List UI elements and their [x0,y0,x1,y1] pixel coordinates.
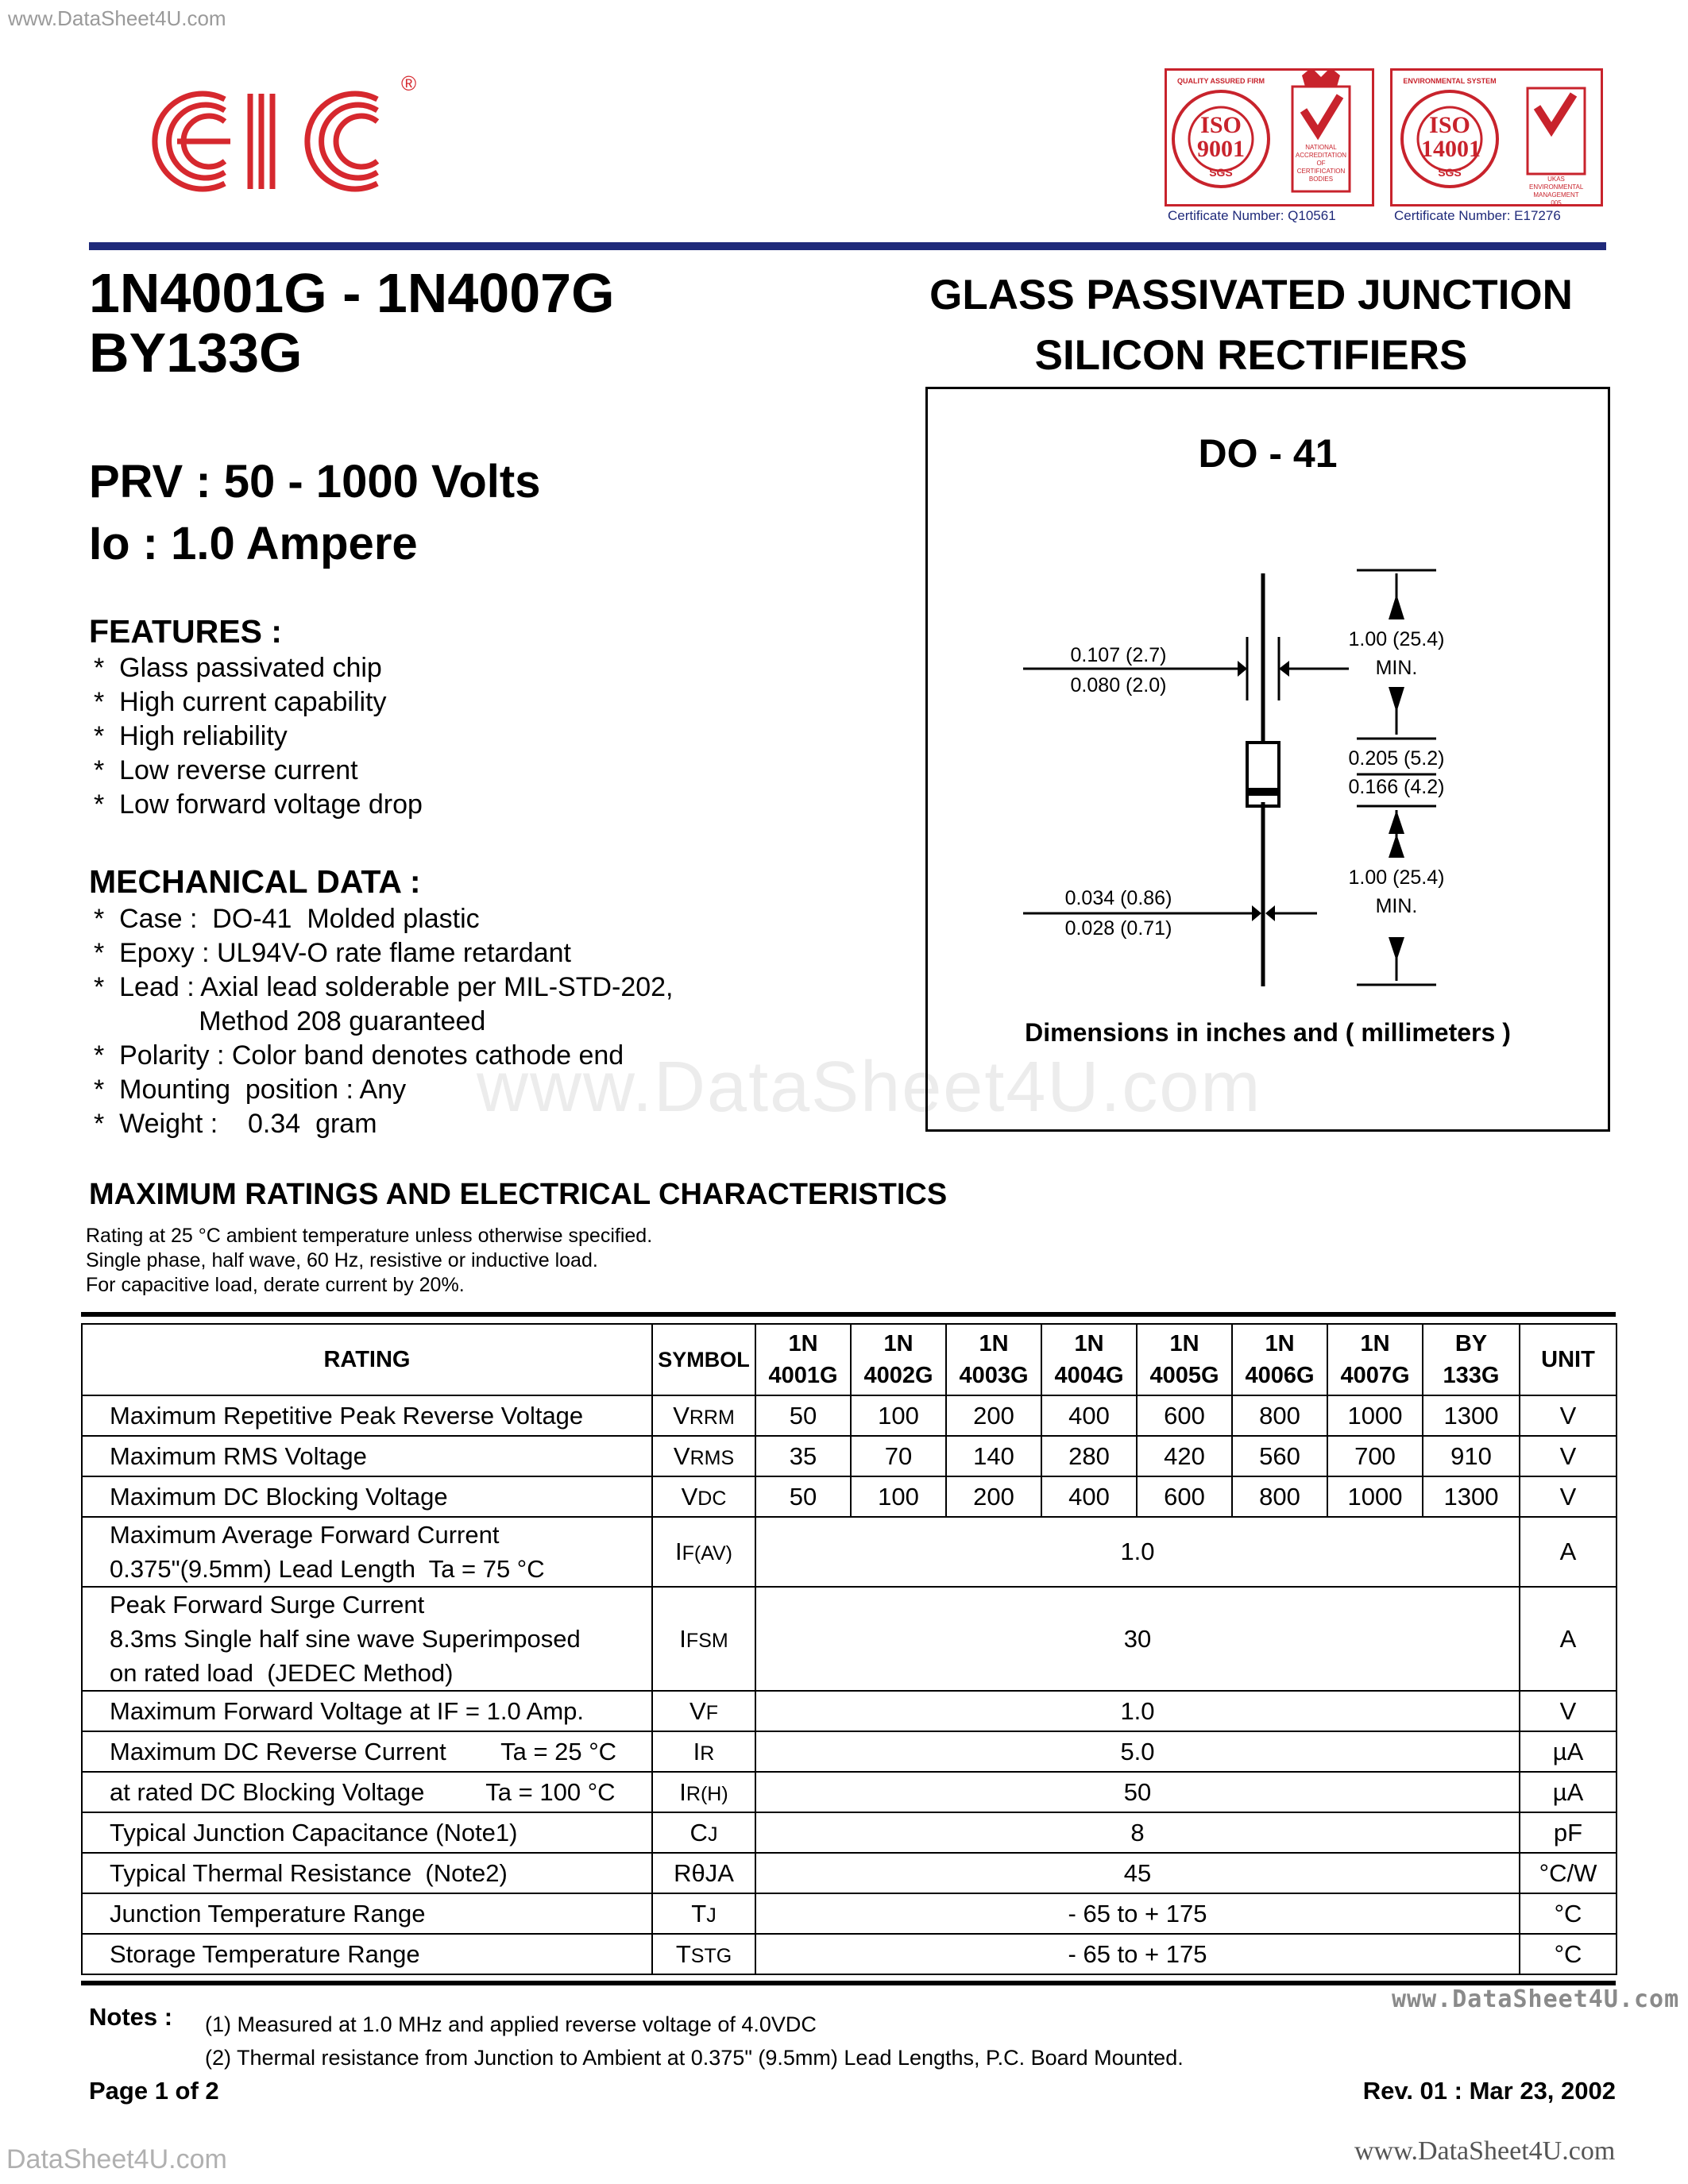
table-row [82,1853,1617,1893]
rating-conditions [86,1224,652,1298]
list-item: * Lead : Axial lead solderable per MIL-STD-202, [94,972,674,1002]
table-row [82,1587,1617,1691]
symbol-cell [652,1934,755,1974]
lead-length-bottom-label: 1.00 (25.4) [1348,866,1445,889]
header-part: 1N 4004G [1041,1324,1137,1395]
value-cell: 100 [851,1476,946,1517]
iso9001-label: ISO [1200,112,1242,138]
rating-cell [82,1476,652,1517]
cert-badge-iso9001 [1165,68,1374,206]
watermark-bottom-right: www.DataSheet4U.com [1354,2136,1616,2166]
unit-cell: A [1520,1517,1617,1587]
product-heading-line1: GLASS PASSIVATED JUNCTION [929,272,1573,318]
value-cell: 1300 [1423,1476,1520,1517]
symbol-cell [652,1893,755,1934]
symbol-subscript: STG [690,1944,732,1967]
symbol-cell [652,1476,755,1517]
table-row [82,1436,1617,1476]
value-cell: 400 [1041,1395,1137,1436]
unit-cell: pF [1520,1812,1617,1853]
iso14001-body: SGS [1438,166,1462,179]
table-top-rule [81,1312,1616,1317]
list-item: * Polarity : Color band denotes cathode end [94,1040,624,1071]
symbol-cell [652,1436,755,1476]
mechanical-heading: MECHANICAL DATA : [89,863,421,900]
unit-cell: °C [1520,1934,1617,1974]
table-row [82,1395,1617,1436]
value-cell: 600 [1137,1395,1232,1436]
rating-text: Typical Junction Capacitance (Note1) [110,1819,518,1846]
header-part: 1N 4001G [755,1324,851,1395]
table-row [82,1691,1617,1731]
part-number-range: 1N4001G - 1N4007G [89,262,615,324]
rating-text: Maximum Average Forward Current [110,1521,500,1549]
iso14001-ring-text: ENVIRONMENTAL SYSTEM [1403,77,1497,85]
header-rating: RATING [82,1324,652,1395]
value-cell: 1300 [1423,1395,1520,1436]
notes-list [205,2008,1184,2074]
table-row [82,1893,1617,1934]
table-row [82,1772,1617,1812]
value-cell: 200 [946,1395,1041,1436]
symbol-subscript: FSM [686,1629,728,1652]
features-list [94,651,423,822]
value-cell: 560 [1232,1436,1327,1476]
symbol-letter: I [679,1777,686,1806]
rating-cell [82,1893,652,1934]
rating-condition: Rating at 25 °C ambient temperature unless otherwise specified. [86,1225,653,1247]
rating-cell [82,1395,652,1436]
mechanical-list [94,902,674,1141]
eic-logo [131,68,417,214]
rating-text: Maximum Forward Voltage at IF = 1.0 Amp. [110,1697,584,1725]
list-item: * Epoxy : UL94V-O rate flame retardant [94,938,571,968]
list-item: * Weight : 0.34 gram [94,1109,377,1139]
value-cell: 1000 [1327,1395,1423,1436]
list-item: * Glass passivated chip [94,653,382,683]
watermark-top: www.DataSheet4U.com [8,6,226,30]
symbol-letter: I [674,1538,682,1565]
lead-length-top-label: 1.00 (25.4) [1348,628,1445,650]
value-cell: 800 [1232,1395,1327,1436]
ratings-table [81,1323,1617,1975]
symbol-letter: V [673,1401,689,1430]
symbol-subscript: DC [697,1487,727,1510]
rating-cell [82,1587,652,1691]
wire-dia-max-label: 0.034 (0.86) [1064,887,1172,909]
rating-text: 0.375"(9.5mm) Lead Length Ta = 75 °C [110,1555,545,1583]
symbol-letter: C [689,1818,708,1846]
value-cell: 70 [851,1436,946,1476]
rating-text: Maximum DC Blocking Voltage [110,1483,448,1511]
unit-cell: V [1520,1395,1617,1436]
header-symbol: SYMBOL [652,1324,755,1395]
body-length-max-label: 0.205 (5.2) [1348,747,1445,770]
value-cell: 50 [755,1395,851,1436]
symbol-subscript: R [700,1742,715,1765]
value-cell: 400 [1041,1476,1137,1517]
lead-dia-min-label: 0.080 (2.0) [1070,674,1167,696]
header-part: 1N 4005G [1137,1324,1232,1395]
symbol-subscript: F [705,1701,718,1724]
symbol-letter: V [673,1441,690,1470]
unit-cell: V [1520,1691,1617,1731]
value-cell: 700 [1327,1436,1423,1476]
value-cell: - 65 to + 175 [755,1934,1520,1974]
value-cell: 100 [851,1395,946,1436]
watermark-bottom-left: DataSheet4U.com [6,2144,227,2174]
symbol-letter: I [693,1737,701,1765]
registered-mark: ® [401,71,417,95]
list-item: * High current capability [94,687,387,717]
value-cell: 1.0 [755,1691,1520,1731]
rating-cell [82,1853,652,1893]
value-cell: 45 [755,1853,1520,1893]
watermark-center: www.DataSheet4U.com [477,1048,1262,1127]
rating-text: on rated load (JEDEC Method) [110,1659,454,1687]
rating-text: Maximum RMS Voltage [110,1442,367,1470]
header-part: 1N 4002G [851,1324,946,1395]
rating-text: Junction Temperature Range [110,1900,426,1927]
header-part: 1N 4003G [946,1324,1041,1395]
note-item: (2) Thermal resistance from Junction to Ambient at 0.375" (9.5mm) Lead Lengths, P.C. Board Mounted. [205,2046,1184,2070]
rating-text: 8.3ms Single half sine wave Superimposed [110,1625,581,1653]
notes-label: Notes : [89,2003,173,2031]
lead-length-top-min: MIN. [1375,657,1418,679]
iso9001-side-text: NATIONAL ACCREDITATION OF CERTIFICATION BODIES [1295,144,1347,183]
list-item: Method 208 guaranteed [94,1006,486,1036]
table-row [82,1517,1617,1587]
part-number-by133g: BY133G [89,322,303,384]
iso9001-number: 9001 [1197,136,1245,162]
header-part: 1N 4007G [1327,1324,1423,1395]
value-cell: 600 [1137,1476,1232,1517]
value-cell: 420 [1137,1436,1232,1476]
unit-cell: °C [1520,1893,1617,1934]
symbol-cell [652,1691,755,1731]
note-item: (1) Measured at 1.0 MHz and applied reverse voltage of 4.0VDC [205,2012,817,2036]
features-heading: FEATURES : [89,613,282,650]
table-header-row [82,1324,1617,1395]
rating-cell [82,1436,652,1476]
symbol-cell [652,1587,755,1691]
body-length-min-label: 0.166 (4.2) [1348,776,1445,798]
rating-cell [82,1731,652,1772]
value-cell: 50 [755,1476,851,1517]
table-row [82,1812,1617,1853]
cert-caption-iso9001: Certificate Number: Q10561 [1168,208,1336,223]
header-rule [89,242,1606,250]
rating-text: Typical Thermal Resistance (Note2) [110,1859,508,1887]
table-row [82,1731,1617,1772]
header-part: BY 133G [1423,1324,1520,1395]
iso14001-side-text: UKAS ENVIRONMENTAL MANAGEMENT 005 [1529,176,1584,206]
iso14001-label: ISO [1429,112,1470,138]
unit-cell: °C/W [1520,1853,1617,1893]
ratings-heading: MAXIMUM RATINGS AND ELECTRICAL CHARACTERISTICS [89,1178,948,1211]
symbol-subscript: J [706,1904,717,1927]
cert-caption-iso14001: Certificate Number: E17276 [1394,208,1561,223]
symbol-cell [652,1517,755,1587]
unit-cell: µA [1520,1731,1617,1772]
header-unit: UNIT [1520,1324,1617,1395]
value-cell: 5.0 [755,1731,1520,1772]
revision-date: Rev. 01 : Mar 23, 2002 [1362,2077,1616,2105]
page-number: Page 1 of 2 [89,2077,219,2105]
watermark-notes: www.DataSheet4U.com [1392,1985,1680,2013]
unit-cell: V [1520,1476,1617,1517]
symbol-letter: RθJA [674,1858,734,1887]
rating-cell [82,1812,652,1853]
rating-cell [82,1691,652,1731]
rating-cell [82,1934,652,1974]
table-row [82,1476,1617,1517]
symbol-subscript: RRM [689,1406,735,1429]
list-item: * Mounting position : Any [94,1075,407,1105]
rating-text: at rated DC Blocking Voltage Ta = 100 °C [110,1778,616,1806]
rating-text: Peak Forward Surge Current [110,1591,425,1619]
symbol-letter: V [689,1696,706,1725]
value-cell: 910 [1423,1436,1520,1476]
package-name: DO - 41 [1198,431,1338,476]
lead-dia-max-label: 0.107 (2.7) [1070,644,1167,666]
product-heading-line2: SILICON RECTIFIERS [1034,332,1468,379]
table-row [82,1934,1617,1974]
prv-spec: PRV : 50 - 1000 Volts [89,456,541,507]
rating-text: Storage Temperature Range [110,1940,420,1968]
symbol-subscript: J [707,1823,718,1846]
iso14001-number: 14001 [1421,136,1481,162]
symbol-cell [652,1772,755,1812]
value-cell: 1.0 [755,1517,1520,1587]
unit-cell: V [1520,1436,1617,1476]
value-cell: 50 [755,1772,1520,1812]
list-item: * Low reverse current [94,755,358,785]
cert-badge-iso14001 [1390,68,1603,206]
header-part: 1N 4006G [1232,1324,1327,1395]
symbol-cell [652,1731,755,1772]
table-bottom-rule [81,1981,1616,1985]
symbol-cell [652,1853,755,1893]
value-cell: 8 [755,1812,1520,1853]
symbol-letter: V [681,1482,698,1511]
symbol-cell [652,1395,755,1436]
value-cell: 800 [1232,1476,1327,1517]
package-outline-box [925,387,1610,1132]
symbol-letter: T [675,1939,691,1968]
rating-cell [82,1772,652,1812]
rating-cell [82,1517,652,1587]
value-cell: 30 [755,1587,1520,1691]
iso9001-body: SGS [1209,166,1233,179]
dimensions-caption: Dimensions in inches and ( millimeters ) [1025,1018,1511,1047]
rating-condition: Single phase, half wave, 60 Hz, resistive or inductive load. [86,1249,598,1271]
symbol-subscript: F(AV) [682,1542,733,1565]
value-cell: 280 [1041,1436,1137,1476]
value-cell: - 65 to + 175 [755,1893,1520,1934]
io-spec: Io : 1.0 Ampere [89,518,418,569]
symbol-subscript: RMS [689,1446,735,1469]
symbol-letter: T [691,1899,707,1927]
symbol-cell [652,1812,755,1853]
rating-condition: For capacitive load, derate current by 20%. [86,1274,465,1296]
wire-dia-min-label: 0.028 (0.71) [1064,917,1172,940]
symbol-subscript: R(H) [686,1782,728,1805]
list-item: * Low forward voltage drop [94,789,423,820]
value-cell: 140 [946,1436,1041,1476]
list-item: * Case : DO-41 Molded plastic [94,904,480,934]
rating-text: Maximum DC Reverse Current Ta = 25 °C [110,1738,617,1765]
lead-length-bottom-min: MIN. [1375,895,1418,917]
value-cell: 1000 [1327,1476,1423,1517]
value-cell: 200 [946,1476,1041,1517]
symbol-letter: I [679,1624,686,1653]
value-cell: 35 [755,1436,851,1476]
unit-cell: µA [1520,1772,1617,1812]
iso9001-ring-text: QUALITY ASSURED FIRM [1176,77,1265,85]
rating-text: Maximum Repetitive Peak Reverse Voltage [110,1402,584,1430]
unit-cell: A [1520,1587,1617,1691]
list-item: * High reliability [94,721,288,751]
